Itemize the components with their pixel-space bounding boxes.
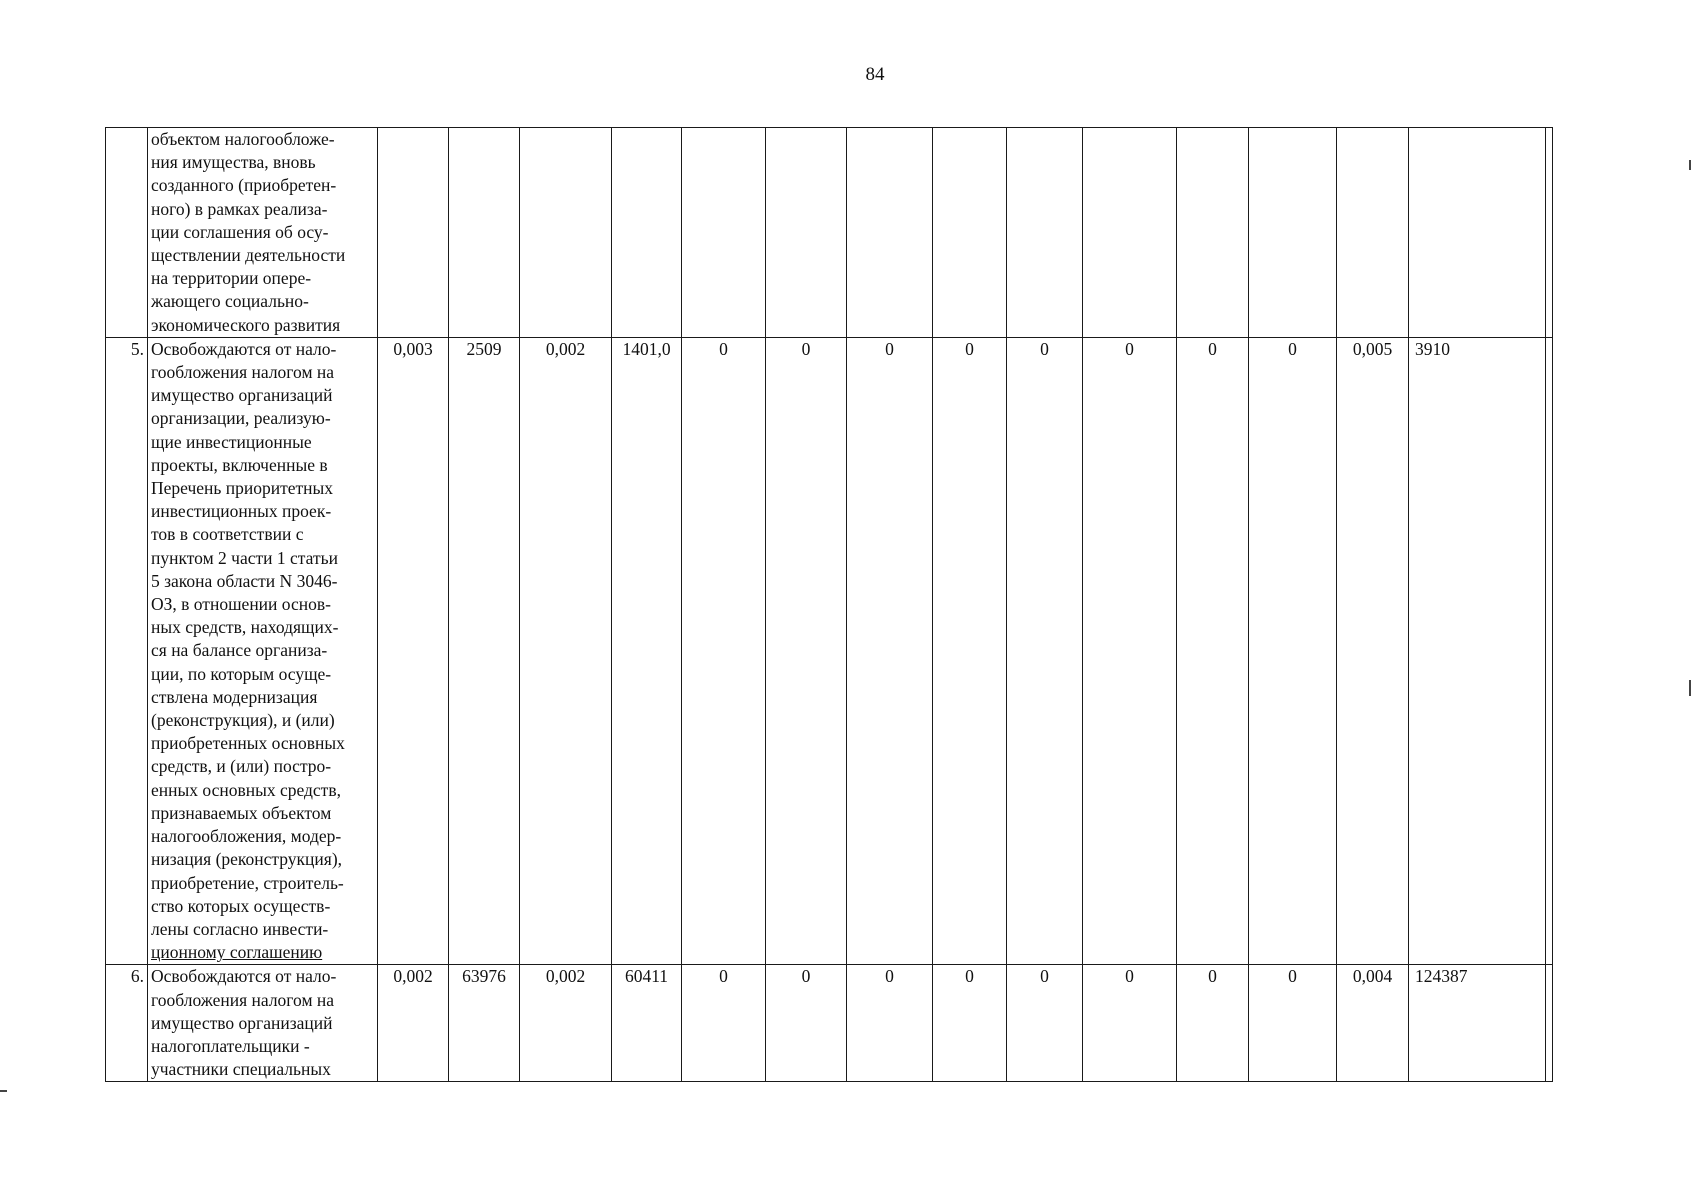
description-line: лены согласно инвести- bbox=[151, 918, 329, 939]
scan-mark bbox=[0, 1090, 7, 1092]
description-line: жающего социально- bbox=[151, 291, 309, 312]
description-line: организации, реализую- bbox=[151, 408, 331, 429]
row-description bbox=[148, 965, 378, 1082]
value-cell bbox=[449, 128, 520, 338]
description-line: ся на балансе организа- bbox=[151, 640, 328, 661]
value-cell: 0 bbox=[1177, 965, 1249, 1082]
description-line: гообложения налогом на bbox=[151, 362, 335, 383]
empty-cell bbox=[1546, 965, 1553, 1082]
value-cell: 63976 bbox=[449, 965, 520, 1082]
value-cell: 0 bbox=[766, 337, 847, 964]
description-line: тов в соответствии с bbox=[151, 524, 304, 545]
value-cell: 0 bbox=[1249, 337, 1337, 964]
value-cell bbox=[766, 128, 847, 338]
value-cell: 1401,0 bbox=[612, 337, 682, 964]
page-number: 84 bbox=[865, 64, 885, 85]
value-cell bbox=[1083, 128, 1177, 338]
description-line: щие инвестиционные bbox=[151, 431, 312, 452]
value-cell bbox=[378, 128, 449, 338]
row-description bbox=[148, 128, 378, 338]
value-cell: 0,002 bbox=[520, 965, 612, 1082]
value-cell: 2509 bbox=[449, 337, 520, 964]
scan-mark bbox=[1689, 680, 1691, 696]
value-cell: 0,005 bbox=[1337, 337, 1409, 964]
value-cell: 0,002 bbox=[520, 337, 612, 964]
value-cell: 3910 bbox=[1409, 337, 1546, 964]
description-line: признаваемых объектом bbox=[151, 802, 332, 823]
value-cell bbox=[1337, 128, 1409, 338]
value-cell: 0 bbox=[933, 337, 1007, 964]
value-cell bbox=[1007, 128, 1083, 338]
table-row bbox=[106, 965, 1553, 1082]
value-cell: 60411 bbox=[612, 965, 682, 1082]
row-description bbox=[148, 337, 378, 964]
value-cell bbox=[933, 128, 1007, 338]
description-line: приобретенных основных bbox=[151, 733, 345, 754]
value-cell: 0,004 bbox=[1337, 965, 1409, 1082]
empty-cell bbox=[1546, 337, 1553, 964]
description-line: налогоплательщики - bbox=[151, 1035, 310, 1056]
table-row bbox=[106, 337, 1553, 964]
description-line: экономического развития bbox=[151, 314, 341, 335]
description-line: созданного (приобретен- bbox=[151, 175, 337, 196]
value-cell: 0,003 bbox=[378, 337, 449, 964]
description-line: ционному соглашению bbox=[151, 942, 323, 963]
description-line: Перечень приоритетных bbox=[151, 478, 334, 499]
description-line: объектом налогообложе- bbox=[151, 129, 335, 149]
row-number: 5. bbox=[106, 337, 148, 964]
description-line: налогообложения, модер- bbox=[151, 826, 342, 847]
description-line: проекты, включенные в bbox=[151, 454, 328, 475]
row-number: 6. bbox=[106, 965, 148, 1082]
value-cell bbox=[612, 128, 682, 338]
value-cell: 0,002 bbox=[378, 965, 449, 1082]
description-line: ствлена модернизация bbox=[151, 686, 318, 707]
value-cell bbox=[682, 128, 766, 338]
description-line: енных основных средств, bbox=[151, 779, 341, 800]
description-line: ных средств, находящих- bbox=[151, 617, 339, 638]
scan-mark bbox=[1689, 160, 1691, 170]
value-cell: 0 bbox=[847, 337, 933, 964]
description-line: ции соглашения об осу- bbox=[151, 221, 329, 242]
value-cell bbox=[1409, 128, 1546, 338]
description-line: пунктом 2 части 1 статьи bbox=[151, 547, 338, 568]
value-cell: 0 bbox=[682, 337, 766, 964]
value-cell bbox=[520, 128, 612, 338]
description-line: на территории опере- bbox=[151, 268, 312, 289]
description-line: Освобождаются от нало- bbox=[151, 966, 337, 987]
table-row bbox=[106, 128, 1553, 338]
description-line: (реконструкция), и (или) bbox=[151, 710, 335, 731]
description-line: средств, и (или) постро- bbox=[151, 756, 332, 777]
description-line: ния имущества, вновь bbox=[151, 152, 316, 173]
description-line: ство которых осуществ- bbox=[151, 895, 331, 916]
description-line: имущество организаций bbox=[151, 1012, 333, 1033]
row-number bbox=[106, 128, 148, 338]
description-line: инвестиционных проек- bbox=[151, 501, 332, 522]
value-cell: 0 bbox=[933, 965, 1007, 1082]
description-line: участники специальных bbox=[151, 1059, 331, 1080]
tax-benefits-table bbox=[105, 127, 1553, 1082]
description-line: ного) в рамках реализа- bbox=[151, 198, 328, 219]
description-line: 5 закона области N 3046- bbox=[151, 570, 338, 591]
value-cell: 0 bbox=[1083, 965, 1177, 1082]
empty-cell bbox=[1546, 128, 1553, 338]
value-cell: 0 bbox=[1083, 337, 1177, 964]
value-cell: 124387 bbox=[1409, 965, 1546, 1082]
description-line: имущество организаций bbox=[151, 385, 333, 406]
value-cell: 0 bbox=[1249, 965, 1337, 1082]
value-cell: 0 bbox=[1007, 337, 1083, 964]
value-cell: 0 bbox=[1177, 337, 1249, 964]
description-line: ОЗ, в отношении основ- bbox=[151, 594, 331, 615]
description-line: ществлении деятельности bbox=[151, 245, 346, 266]
value-cell: 0 bbox=[1007, 965, 1083, 1082]
description-line: Освобождаются от нало- bbox=[151, 338, 337, 359]
value-cell bbox=[1177, 128, 1249, 338]
value-cell bbox=[1249, 128, 1337, 338]
description-line: приобретение, строитель- bbox=[151, 872, 344, 893]
value-cell: 0 bbox=[682, 965, 766, 1082]
value-cell bbox=[847, 128, 933, 338]
value-cell: 0 bbox=[847, 965, 933, 1082]
description-line: низация (реконструкция), bbox=[151, 849, 343, 870]
value-cell: 0 bbox=[766, 965, 847, 1082]
description-line: ции, по которым осуще- bbox=[151, 663, 332, 684]
description-line: гообложения налогом на bbox=[151, 989, 335, 1010]
